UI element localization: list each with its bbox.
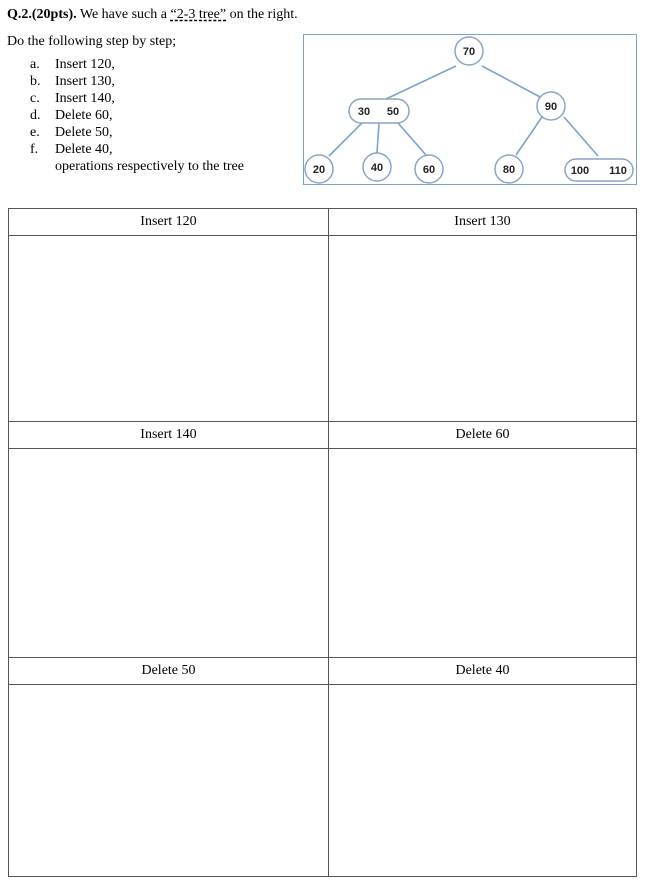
edge-left-20 xyxy=(329,121,364,156)
tree-key: 80 xyxy=(502,164,516,176)
table-row xyxy=(9,209,637,236)
operation-text: Delete 50, xyxy=(55,125,113,140)
tree-figure xyxy=(303,34,637,185)
list-item xyxy=(30,141,115,158)
tree-key: 110 xyxy=(609,165,627,177)
list-item xyxy=(30,56,115,73)
list-marker: f. xyxy=(30,142,39,157)
tree-key: 70 xyxy=(462,46,476,58)
list-marker: c. xyxy=(30,91,40,106)
operation-text: Insert 140, xyxy=(55,91,115,106)
tree-key: 40 xyxy=(370,162,384,174)
list-item xyxy=(30,73,115,90)
operation-text: Insert 120, xyxy=(55,57,115,72)
tree-key: 20 xyxy=(312,164,326,176)
answer-cell-header: Insert 120 xyxy=(9,209,329,236)
tree-key: 30 xyxy=(357,106,371,118)
tree-key: 60 xyxy=(422,164,436,176)
edge-right-100-110 xyxy=(564,117,598,156)
edge-left-60 xyxy=(398,123,426,155)
answer-space[interactable] xyxy=(329,449,637,658)
list-marker: b. xyxy=(30,74,41,89)
tree-key: 50 xyxy=(386,106,400,118)
tree-key: 90 xyxy=(544,101,558,113)
question-title xyxy=(7,7,298,23)
operation-text: Delete 40, xyxy=(55,142,113,157)
answer-space[interactable] xyxy=(9,449,329,658)
answer-cell-header: Delete 50 xyxy=(9,658,329,685)
edge-right-80 xyxy=(516,117,542,155)
tree-term: “2-3 tree” xyxy=(170,7,227,22)
answer-space[interactable] xyxy=(9,685,329,877)
list-marker: a. xyxy=(30,57,40,72)
answer-cell-header: Delete 60 xyxy=(329,422,637,449)
edge-root-right xyxy=(482,66,542,98)
edge-root-left xyxy=(386,66,456,99)
question-text-before: We have such a xyxy=(76,7,171,22)
list-item xyxy=(30,124,115,141)
list-marker: d. xyxy=(30,108,41,123)
operation-text: Delete 60, xyxy=(55,108,113,123)
edge-left-40 xyxy=(377,123,379,153)
answer-cell-header: Insert 140 xyxy=(9,422,329,449)
operations-tail: operations respectively to the tree xyxy=(55,159,244,174)
table-row xyxy=(9,658,637,685)
table-row xyxy=(9,236,637,422)
list-item xyxy=(30,90,115,107)
operation-text: Insert 130, xyxy=(55,74,115,89)
tree-key: 100 xyxy=(570,165,590,177)
answer-cell-header: Insert 130 xyxy=(329,209,637,236)
table-row xyxy=(9,422,637,449)
answer-cell-header: Delete 40 xyxy=(329,658,637,685)
list-marker: e. xyxy=(30,125,40,140)
answer-space[interactable] xyxy=(9,236,329,422)
answer-space[interactable] xyxy=(329,236,637,422)
operations-list xyxy=(30,56,115,158)
table-row xyxy=(9,685,637,877)
answer-space[interactable] xyxy=(329,685,637,877)
table-row xyxy=(9,449,637,658)
instructions-intro: Do the following step by step; xyxy=(7,34,177,49)
question-number: Q.2.(20pts). xyxy=(7,7,77,22)
answer-grid xyxy=(8,208,637,877)
question-text-after: on the right. xyxy=(226,7,298,22)
tree-diagram xyxy=(304,35,638,186)
list-item xyxy=(30,107,115,124)
